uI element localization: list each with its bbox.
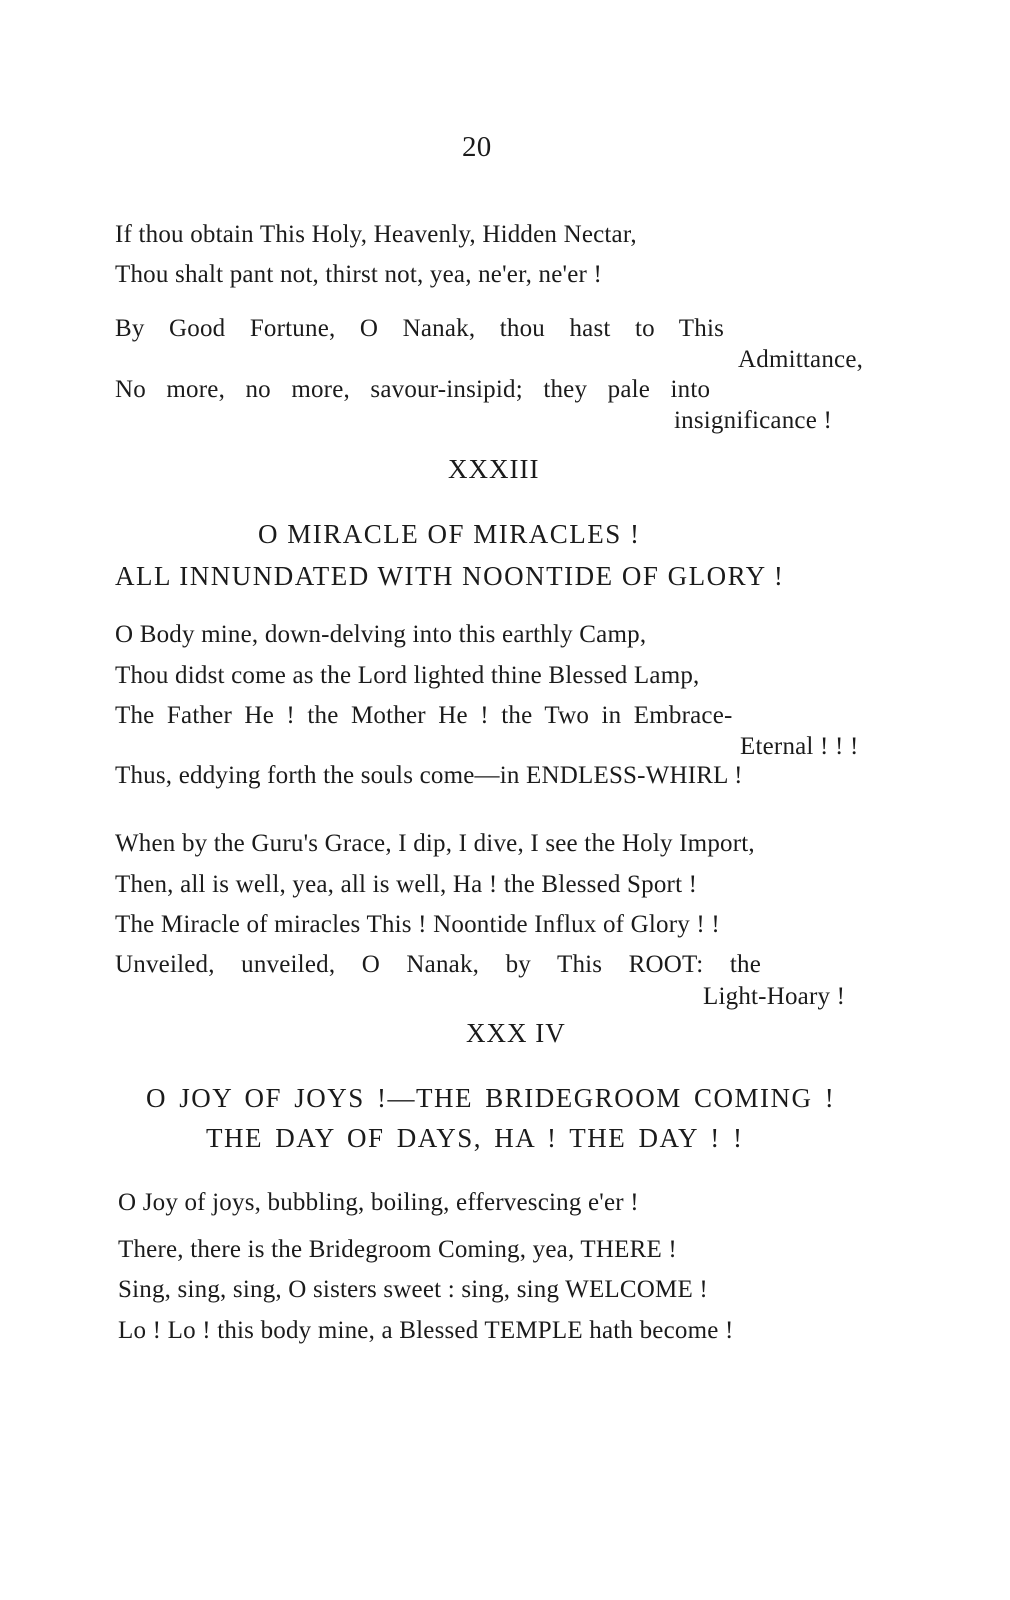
verse-line: Thou didst come as the Lord lighted thine Blessed Lamp, (115, 662, 700, 689)
verse-line: Thus, eddying forth the souls come—in ENDLESS-WHIRL ! (115, 762, 743, 789)
section-heading: O MIRACLE OF MIRACLES ! (258, 519, 641, 549)
verse-line: Sing, sing, sing, O sisters sweet : sing, sing WELCOME ! (118, 1276, 708, 1303)
verse-line: Lo ! Lo ! this body mine, a Blessed TEMPLE hath become ! (118, 1317, 734, 1344)
verse-line: The Miracle of miracles This ! Noontide Influx of Glory ! ! (115, 911, 720, 938)
section-heading: ALL INNUNDATED WITH NOONTIDE OF GLORY ! (115, 561, 785, 591)
verse-line: There, there is the Bridegroom Coming, yea, THERE ! (118, 1236, 677, 1263)
verse-line-wrap: Light-Hoary ! (703, 983, 846, 1010)
verse-line: O Joy of joys, bubbling, boiling, effervescing e'er ! (118, 1189, 639, 1216)
verse-line: The Father He ! the Mother He ! the Two in Embrace- (115, 702, 733, 729)
section-heading: THE DAY OF DAYS, HA ! THE DAY ! ! (206, 1123, 744, 1153)
section-heading: O JOY OF JOYS !—THE BRIDEGROOM COMING ! (146, 1083, 836, 1113)
verse-line: O Body mine, down-delving into this earthly Camp, (115, 621, 647, 648)
verse-line: When by the Guru's Grace, I dip, I dive, I see the Holy Import, (115, 830, 755, 857)
verse-line: Thou shalt pant not, thirst not, yea, ne'er, ne'er ! (115, 261, 603, 288)
verse-line: By Good Fortune, O Nanak, thou hast to This (115, 315, 725, 342)
verse-line: No more, no more, savour-insipid; they pale into (115, 376, 711, 403)
verse-line-wrap: insignificance ! (674, 407, 832, 434)
verse-line-wrap: Eternal ! ! ! (740, 733, 859, 760)
section-number: XXXIII (448, 454, 540, 484)
page-number: 20 (462, 131, 492, 163)
verse-line: If thou obtain This Holy, Heavenly, Hidden Nectar, (115, 221, 637, 248)
verse-line-wrap: Admittance, (738, 346, 864, 373)
verse-line: Then, all is well, yea, all is well, Ha ! the Blessed Sport ! (115, 871, 698, 898)
section-number: XXX IV (466, 1018, 566, 1048)
verse-line: Unveiled, unveiled, O Nanak, by This ROOT: the (115, 951, 762, 978)
